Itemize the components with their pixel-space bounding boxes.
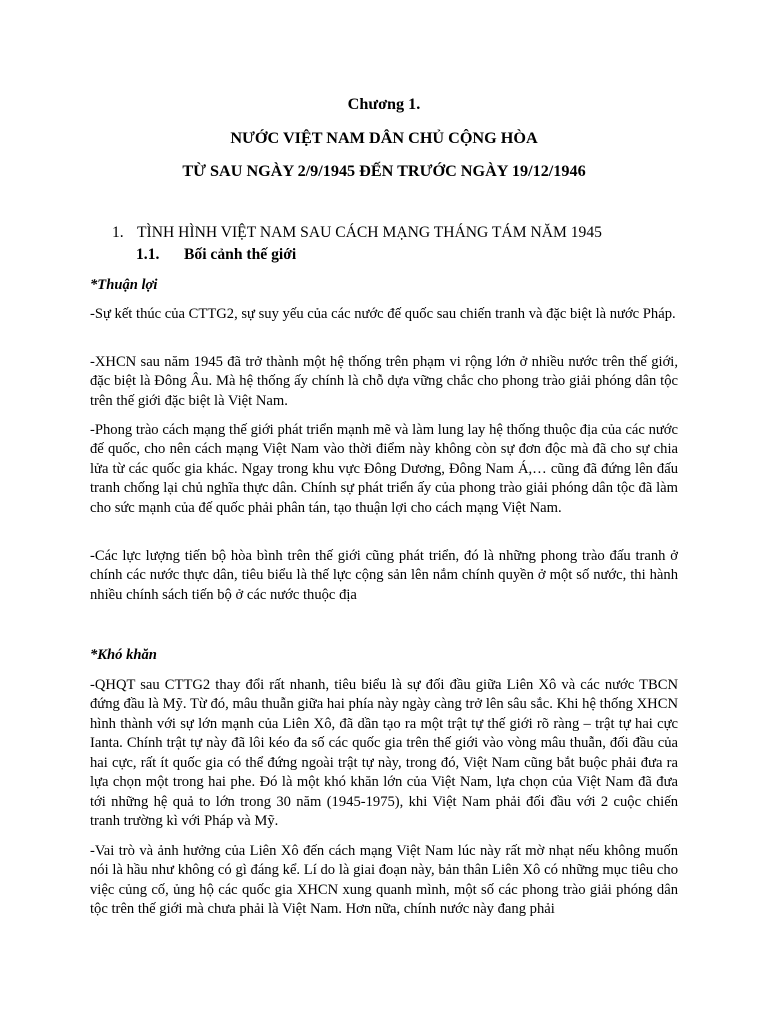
section-1-1-number: 1.1. <box>136 246 160 263</box>
advantages-paragraph: -XHCN sau năm 1945 đã trở thành một hệ thống trên phạm vi rộng lớn ở nhiều nước trên thế giới, đặc biệt là Đông Âu. Mà hệ thống ấy chính là chỗ dựa vững chắc cho phong trào giải phóng dân tộc trên thế giới đặc biệt là Việt Nam. <box>90 354 678 409</box>
difficulties-paragraph: -Vai trò và ảnh hưởng của Liên Xô đến cách mạng Việt Nam lúc này rất mờ nhạt nếu không muốn nói là hầu như không có gì đáng kể. Lí do là giai đoạn này, bản thân Liên Xô có những mục tiêu cho việc củng cố, ủng hộ các quốc gia XHCN xung quanh mình, một số các phong trào giải phóng dân tộc trên thế giới mà chưa phải là Việt Nam. Hơn nữa, chính nước này đang phải <box>90 843 678 918</box>
chapter-title-line-1: NƯỚC VIỆT NAM DÂN CHỦ CỘNG HÒA <box>230 129 538 147</box>
section-1-1-heading <box>136 245 296 265</box>
document-page <box>90 0 678 1024</box>
chapter-title-line-2: TỪ SAU NGÀY 2/9/1945 ĐẾN TRƯỚC NGÀY 19/12/1946 <box>182 162 586 180</box>
advantages-paragraph: -Phong trào cách mạng thế giới phát triển mạnh mẽ và làm lung lay hệ thống thuộc địa của các nước đế quốc, cho nên cách mạng Việt Nam vào thời điểm này không còn sự đơn độc mà đã cho sự chia lửa từ các quốc gia khác. Ngay trong khu vực Đông Dương, Đông Nam Á,… cũng đã đứng lên đấu tranh chống lại chủ nghĩa thực dân. Chính sự phát triển ấy của phong trào giải phóng dân tộc đã làm cho sức mạnh của đế quốc phải phân tán, tạo thuận lợi cho cách mạng Việt Nam. <box>90 422 678 516</box>
chapter-label: Chương 1. <box>347 95 421 113</box>
advantages-paragraph: -Sự kết thúc của CTTG2, sự suy yếu của các nước đế quốc sau chiến tranh và đặc biệt là nước Pháp. <box>90 306 676 322</box>
section-1-title: TÌNH HÌNH VIỆT NAM SAU CÁCH MẠNG THÁNG TÁM NĂM 1945 <box>137 224 602 241</box>
difficulties-paragraph: -QHQT sau CTTG2 thay đổi rất nhanh, tiêu biểu là sự đối đầu giữa Liên Xô và các nước TBCN đứng đầu là Mỹ. Từ đó, mâu thuẫn giữa hai phía này ngày càng trở lên sâu sắc. Khi hệ thống XHCN hình thành với sự lớn mạnh của Liên Xô, đã dần tạo ra một trật tự thế giới rõ ràng – trật tự hai cực Ianta. Chính trật tự này đã lôi kéo đa số các quốc gia trên thế giới vào vòng mâu thuẫn, đối đầu của hai cực, rất ít quốc gia có thể đứng ngoài trật tự này, trong đó, Việt Nam cũng bắt buộc phải đưa ra lựa chọn một trong hai phe. Đó là một khó khăn lớn của Việt Nam, lựa chọn của Việt Nam đã đưa tới những hệ quả to lớn trong 30 năm (1945-1975), khi Việt Nam phải đối đầu với 2 cuộc chiến tranh trường kì với Pháp và Mỹ. <box>90 677 678 830</box>
advantages-heading: *Thuận lợi <box>90 277 158 293</box>
section-1-heading <box>112 223 602 243</box>
advantages-paragraph: -Các lực lượng tiến bộ hòa bình trên thế giới cũng phát triển, đó là những phong trào đấu tranh ở chính các nước thực dân, tiêu biểu là thế lực cộng sản lên nắm chính quyền ở một số nước, thi hành nhiều chính sách tiến bộ ở các nước thuộc địa <box>90 548 678 603</box>
section-1-1-title: Bối cảnh thế giới <box>184 246 297 263</box>
section-1-number: 1. <box>112 224 124 241</box>
difficulties-heading: *Khó khăn <box>90 647 157 663</box>
